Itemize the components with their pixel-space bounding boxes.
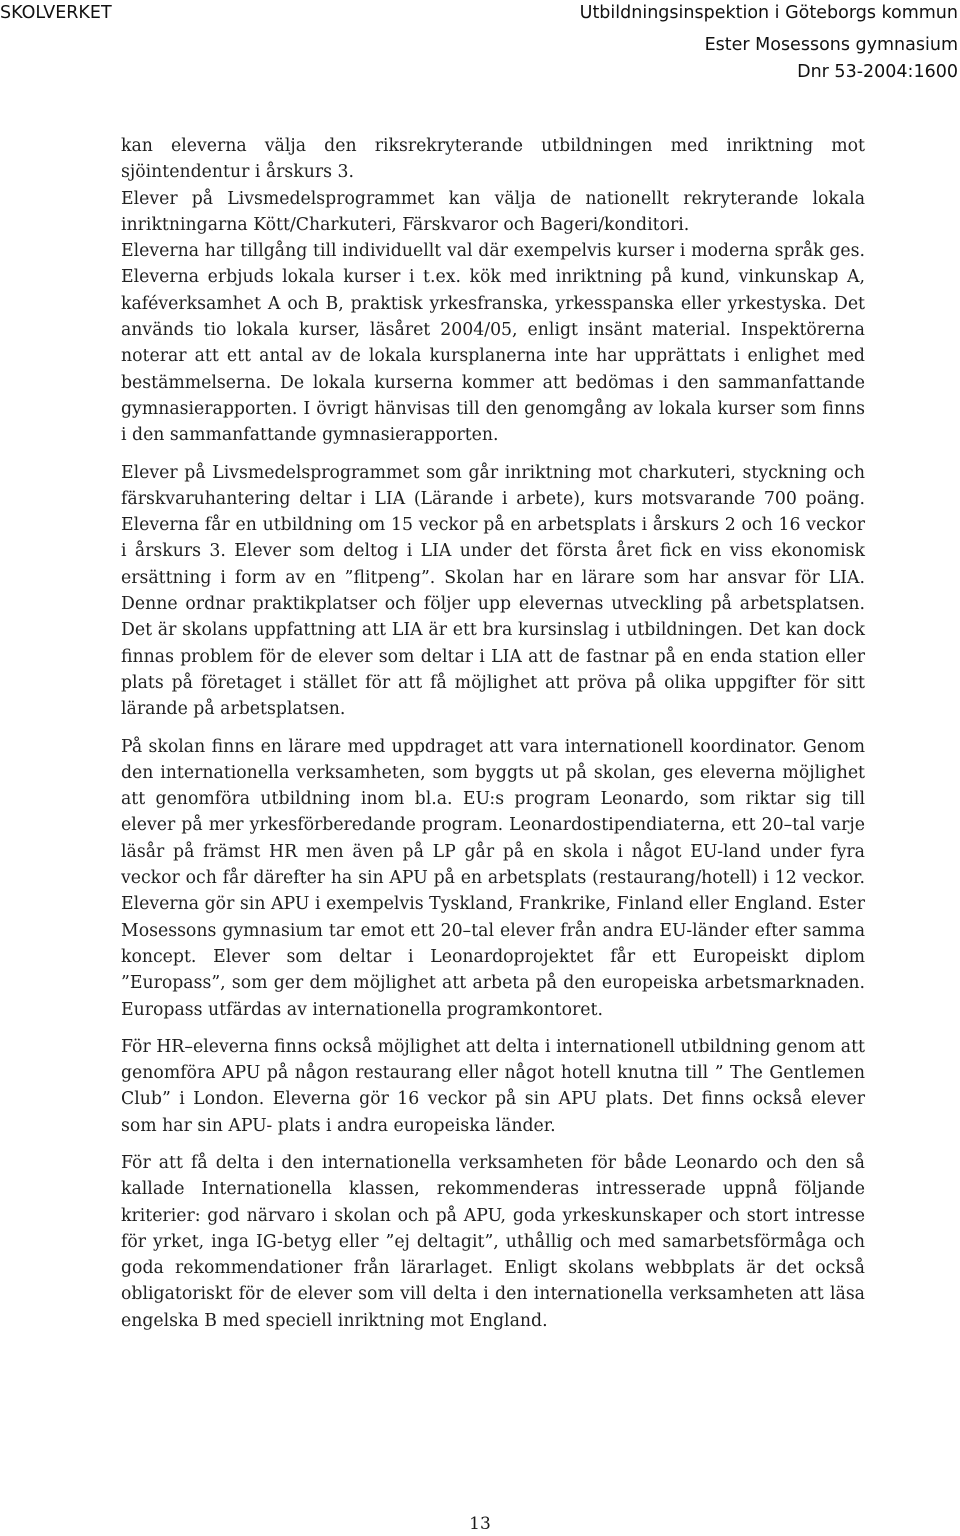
header-school-name: Ester Mosessons gymnasium [704,35,958,55]
paragraph-individuellt-val: Eleverna har tillgång till individuellt val där exempelvis kurser i moderna språk ges. Eleverna erbjuds lokala kurser i t.ex. kök med inriktning på kund, vinkunskap A, kaféverksamhet A och B, praktisk yrkesfranska, yrkesspanska eller yrkestyska. Det används tio lokala kurser, läsåret 2004/05, enligt insänt material. Inspektörerna noterar att ett antal av de lokala kursplanerna inte har upprättats i enlighet med bestämmelserna. De lokala kurserna kommer att bedömas i den sammanfattande gymnasierapporten. I övrigt hänvisas till den genomgång av lokala kurser som finns i den sammanfattande gymnasierapporten. [121,241,865,446]
header-diary-number: Dnr 53-2004:1600 [797,62,958,82]
header-inspection-title: Utbildningsinspektion i Göteborgs kommun [579,3,958,23]
paragraph-livsmedel-inriktningar: Elever på Livsmedelsprogrammet kan välja de nationellt rekryterande lokala inriktningarna Kött/Charkuteri, Färskvaror och Bageri/konditori. [121,188,865,235]
paragraph-sjointendentur: kan eleverna välja den riksrekryterande utbildningen med inriktning mot sjöintendentur i årskurs 3. [121,136,865,183]
paragraph-internationell-koordinator: På skolan finns en lärare med uppdraget att vara internationell koordinator. Genom den internationella verksamheten, som byggts ut på skolan, ges eleverna möjlighet att genomföra utbildning inom bl.a. EU:s program Leonardo, som riktar sig till elever på mer yrkesförberedande program. Leonardostipendiaterna, ett 20–tal varje läsår på främst HR men även på LP går på en skola i något EU-land under fyra veckor och får därefter ha sin APU på en arbetsplats (restaurang/hotell) i 12 veckor. Eleverna gör sin APU i exempelvis Tyskland, Frankrike, Finland eller England. Ester Mosessons gymnasium tar emot ett 20–tal elever från andra EU-länder efter samma koncept. Elever som deltar i Leonardoprojektet får ett Europeiskt diplom ”Europass”, som ger dem möjlighet att arbeta på den europeiska arbetsmarknaden. Europass utfärdas av internationella programkontoret. [121,736,865,1020]
paragraph-hr-internationell: För HR–eleverna finns också möjlighet att delta i internationell utbildning genom att genomföra APU på någon restaurang eller något hotell knutna till ” The Gentlemen Club” i London. Eleverna gör 16 veckor på sin APU plats. Det finns också elever som har sin APU- plats i andra europeiska länder. [121,1036,865,1136]
paragraph-lia: Elever på Livsmedelsprogrammet som går inriktning mot charkuteri, styckning och färskvaruhantering deltar i LIA (Lärande i arbete), kurs motsvarande 700 poäng. Eleverna får en utbildning om 15 veckor på en arbetsplats i årskurs 2 och 16 veckor i årskurs 3. Elever som deltog i LIA under det första året fick en viss ekonomisk ersättning i form av en ”flitpeng”. Skolan har en lärare som har ansvar för LIA. Denne ordnar praktikplatser och följer upp elevernas utveckling på arbetsplatsen. Det är skolans uppfattning att LIA är ett bra kursinslag i utbildningen. Det kan dock finnas problem för de elever som deltar i LIA att de fastnar på en enda station eller plats på företaget i stället för att få möjlighet att pröva på olika uppgifter för sitt lärande på arbetsplatsen. [121,462,865,720]
document-body [121,133,865,1345]
paragraph-kriterier: För att få delta i den internationella verksamheten för både Leonardo och den så kallade Internationella klassen, rekommenderas intresserade uppnå följande kriterier: god närvaro i skolan och på APU, goda yrkeskunskaper och stort intresse för yrket, inga IG-betyg eller ”ej deltagit”, uthållig och med samarbetsförmåga och goda rekommendationer från lärarlaget. Enligt skolans webbplats är det också obligatoriskt för de elever som vill delta i den internationella verksamheten att läsa engelska B med speciell inriktning mot England. [121,1152,865,1331]
page-number: 13 [469,1514,491,1534]
header-org-name: SKOLVERKET [0,3,112,23]
